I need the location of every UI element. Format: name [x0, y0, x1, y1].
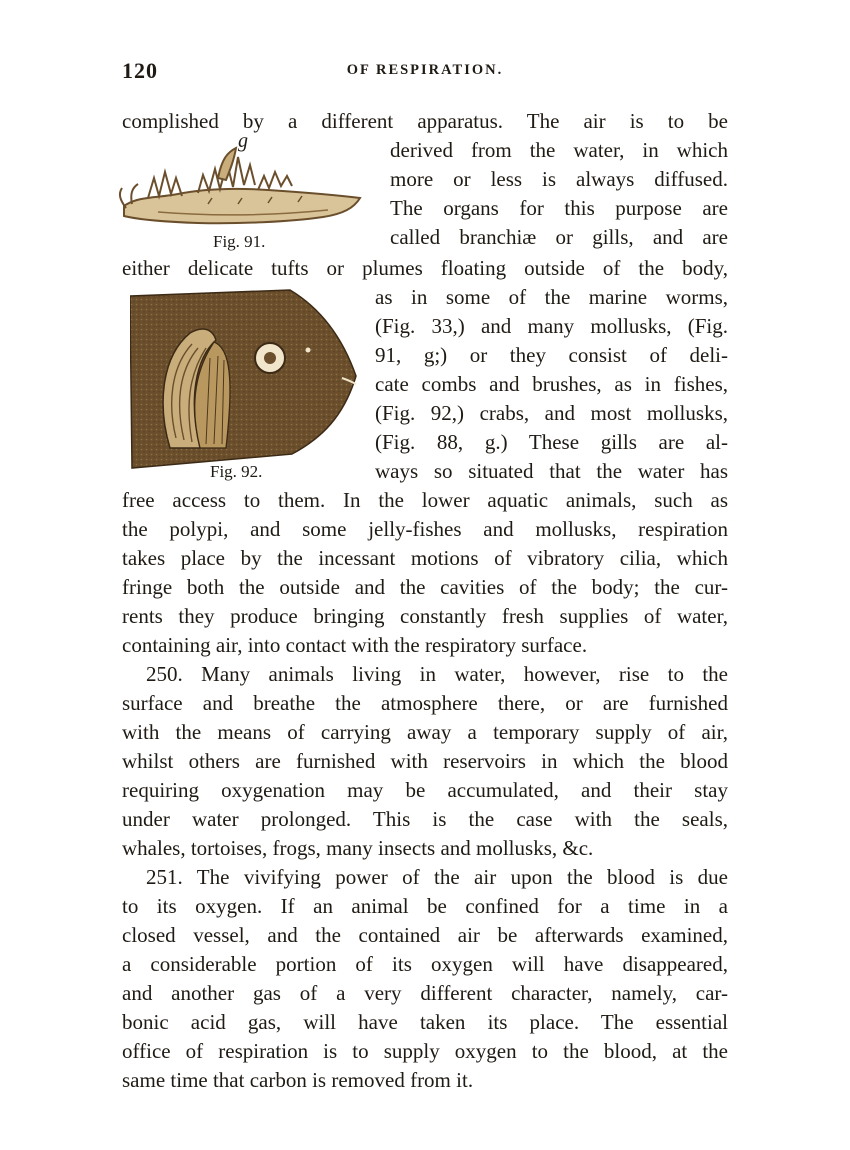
text-line: same time that carbon is removed from it.	[122, 1068, 474, 1092]
text-line: whilst others are furnished with reservoirs in which the blood	[122, 749, 728, 773]
text-line: cate combs and brushes, as in fishes,	[375, 372, 728, 396]
text-line: The organs for this purpose are	[390, 196, 728, 220]
text-line: 91, g;) or they consist of deli-	[375, 343, 728, 367]
figure-92-fish-head	[130, 288, 362, 470]
figure-92-caption: Fig. 92.	[210, 462, 263, 481]
text-line: a considerable portion of its oxygen will have disappeared,	[122, 952, 728, 976]
text-line: the polypi, and some jelly-fishes and mollusks, respiration	[122, 517, 728, 541]
text-line: takes place by the incessant motions of vibratory cilia, which	[122, 546, 728, 570]
figure-91-caption: Fig. 91.	[213, 232, 266, 251]
text-line: (Fig. 92,) crabs, and most mollusks,	[375, 401, 728, 425]
text-line: surface and breathe the atmosphere there, or are furnished	[122, 691, 728, 715]
running-head: OF RESPIRATION.	[346, 62, 504, 78]
text-line: either delicate tufts or plumes floating outside of the body,	[122, 256, 728, 280]
text-line: (Fig. 88, g.) These gills are al-	[375, 430, 728, 454]
text-line: more or less is always diffused.	[390, 167, 728, 191]
text-line: rents they produce bringing constantly fresh supplies of water,	[122, 604, 728, 628]
text-line: called branchiæ or gills, and are	[390, 225, 728, 249]
text-line: with the means of carrying away a temporary supply of air,	[122, 720, 728, 744]
text-line: free access to them. In the lower aquatic animals, such as	[122, 488, 728, 512]
text-line: whales, tortoises, frogs, many insects and mollusks, &c.	[122, 836, 594, 860]
text-line: closed vessel, and the contained air be afterwards examined,	[122, 923, 728, 947]
text-line: requiring oxygenation may be accumulated, and their stay	[122, 778, 728, 802]
page-header	[122, 58, 728, 86]
text-line: ways so situated that the water has	[375, 459, 728, 483]
text-line: as in some of the marine worms,	[375, 285, 728, 309]
text-line: fringe both the outside and the cavities of the body; the cur-	[122, 575, 728, 599]
text-line: under water prolonged. This is the case with the seals,	[122, 807, 728, 831]
text-line: and another gas of a very different character, namely, car-	[122, 981, 728, 1005]
text-line: containing air, into contact with the respiratory surface.	[122, 633, 588, 657]
paragraph-250-start: 250. Many animals living in water, however, rise to the	[146, 662, 728, 686]
page-number: 120	[122, 58, 158, 83]
text-line: complished by a different apparatus. The air is to be	[122, 109, 728, 133]
text-line: bonic acid gas, will have taken its place. The essential	[122, 1010, 728, 1034]
text-line: derived from the water, in which	[390, 138, 728, 162]
text-line: to its oxygen. If an animal be confined for a time in a	[122, 894, 728, 918]
text-line: (Fig. 33,) and many mollusks, (Fig.	[375, 314, 728, 338]
text-line: office of respiration is to supply oxygen to the blood, at the	[122, 1039, 728, 1063]
figure-91-label: g	[238, 130, 248, 152]
paragraph-251-start: 251. The vivifying power of the air upon the blood is due	[146, 865, 728, 889]
